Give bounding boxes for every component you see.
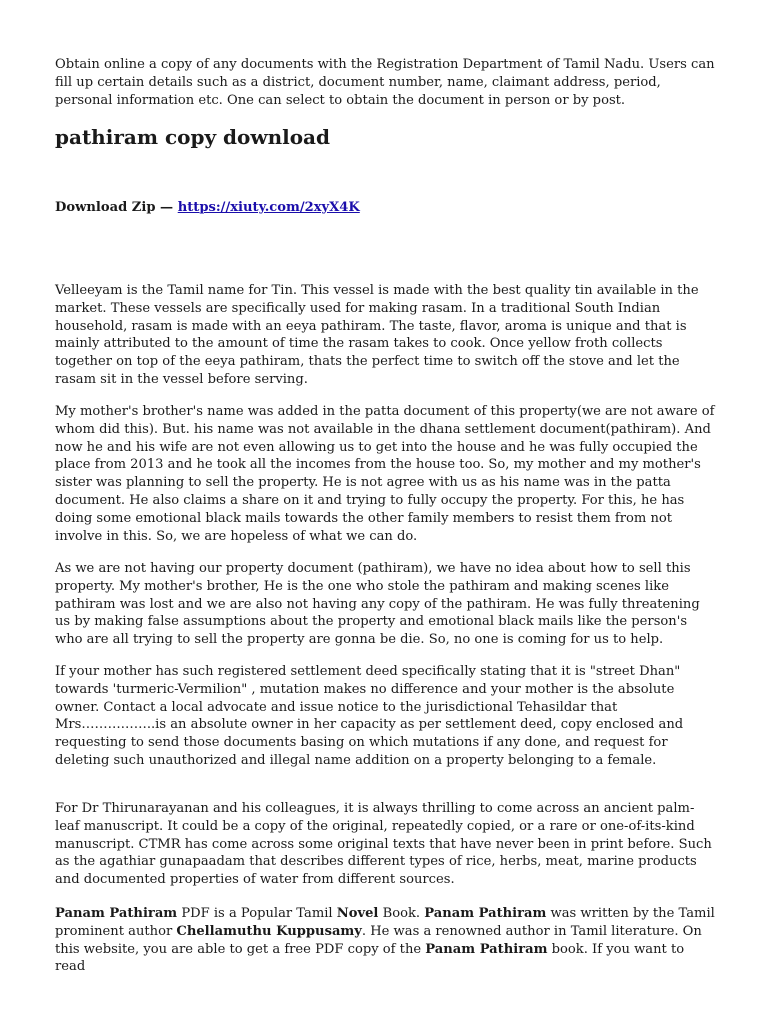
book-title: Panam Pathiram	[55, 906, 178, 921]
paragraph-document: As we are not having our property document (pathiram), we have no idea about how to sell this property. My mother's brother, He is the one who stole the pathiram and making scenes like pathiram was lost and we are also not having any copy of the pathiram. He was fully threatening us by making false assumptions about the property and emotional black mails like the person's who are all trying to sell the property are gonna be die. So, no one is coming for us to help.	[55, 561, 700, 648]
paragraph-tin: Velleeyam is the Tamil name for Tin. This vessel is made with the best quality tin available in the market. These vessels are specifically used for making rasam. In a traditional South Indian household, rasam is made with an eeya pathiram. The taste, flavor, aroma is unique and that is mainly attributed to the amount of time the rasam takes to cook. Once yellow froth collects together on top of the eeya pathiram, thats the perfect time to switch off the stove and let the rasam sit in the vessel before serving.	[55, 283, 699, 387]
download-line	[55, 199, 360, 217]
paragraph-advice: If your mother has such registered settlement deed specifically stating that it is "street Dhan" towards 'turmeric-Vermilion" , mutation makes no difference and your mother is the absolute owner. Contact a local advocate and issue notice to the jurisdictional Tehasildar that Mrs……………..is an absolute owner in her capacity as per settlement deed, copy enclosed and requesting to send those documents basing on which mutations if any done, and request for deleting such unauthorized and illegal name addition on a property belonging to a female.	[55, 664, 684, 768]
paragraph-manuscript: For Dr Thirunarayanan and his colleagues, it is always thrilling to come across an ancient palm-leaf manuscript. It could be a copy of the original, repeatedly copied, or a rare or one-of-its-kind manuscript. CTMR has come across some original texts that have never been in print before. Such as the agathiar gunapaadam that describes different types of rice, herbs, meat, marine products and documented properties of water from different sources.	[55, 801, 712, 888]
download-label: Download Zip —	[55, 200, 174, 215]
page-title: pathiram copy download	[55, 125, 330, 149]
paragraph-property: My mother's brother's name was added in the patta document of this property(we are not aware of whom did this). But. his name was not available in the dhana settlement document(pathiram). And now he and his wife are not even allowing us to get into the house and he was fully occupied the place from 2013 and he took all the incomes from the house too. So, my mother and my mother's sister was planning to sell the property. He is not agree with us as his name was in the patta document. He also claims a share on it and trying to fully occupy the property. For this, he has doing some emotional black mails towards the other family members to resist them from not involve in this. So, we are hopeless of what we can do.	[55, 404, 715, 544]
download-link[interactable]: https://xiuty.com/2xyX4K	[177, 200, 360, 215]
intro-paragraph: Obtain online a copy of any documents with the Registration Department of Tamil Nadu. Users can fill up certain details such as a district, document number, name, claimant address, period, personal information etc. One can select to obtain the document in person or by post.	[55, 57, 715, 108]
paragraph-book: Panam Pathiram PDF is a Popular Tamil Novel Book. Panam Pathiram was written by the Tamil prominent author Chellamuthu Kuppusamy. He was a renowned author in Tamil literature. On this website, you are able to get a free PDF copy of the Panam Pathiram book. If you want to read	[55, 906, 715, 975]
author-name: Chellamuthu Kuppusamy	[176, 923, 362, 939]
